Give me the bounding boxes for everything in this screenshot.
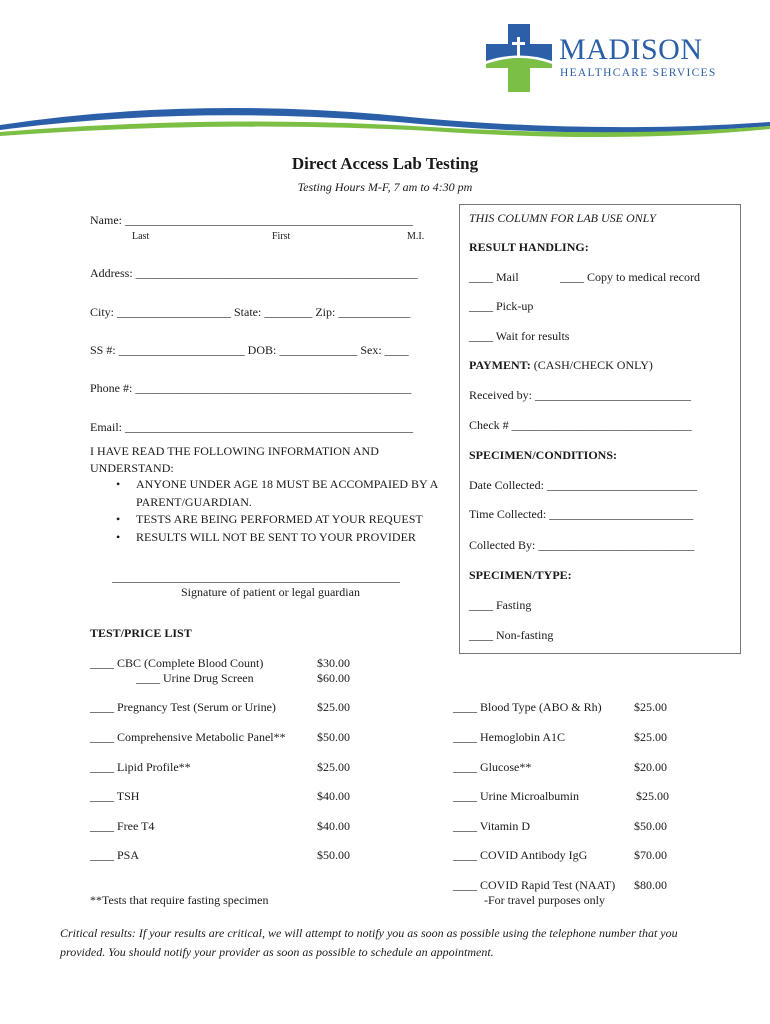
test-item-price: $70.00 <box>634 848 667 862</box>
test-item-price: $25.00 <box>317 700 350 714</box>
fasting-option[interactable]: ____ Fasting <box>469 598 532 612</box>
test-item-name[interactable]: ____ Hemoglobin A1C <box>453 730 566 744</box>
acknowledgement-heading: I HAVE READ THE FOLLOWING INFORMATION AND <box>90 444 379 458</box>
test-item-price: $30.00 <box>317 656 350 670</box>
logo-name: MADISON <box>559 33 703 66</box>
test-item-name[interactable]: ____ COVID Antibody IgG <box>453 848 588 862</box>
lab-use-header: THIS COLUMN FOR LAB USE ONLY <box>469 211 656 225</box>
test-item-name[interactable]: ____ Glucose** <box>453 760 532 774</box>
email-field[interactable]: Email: ________________________________________________ <box>90 420 413 434</box>
ss-dob-sex-field[interactable]: SS #: _____________________ DOB: _____________ Sex: ____ <box>90 343 409 357</box>
test-item-price: $40.00 <box>317 789 350 803</box>
received-by-field[interactable]: Received by: __________________________ <box>469 388 691 402</box>
fasting-footnote: **Tests that require fasting specimen <box>90 893 269 907</box>
company-logo <box>486 24 726 94</box>
test-item-name[interactable]: ____ CBC (Complete Blood Count) <box>90 656 264 670</box>
name-field[interactable]: Name: ________________________________________________ <box>90 213 413 227</box>
name-sublabel-first: First <box>272 231 291 242</box>
collected-by-field[interactable]: Collected By: __________________________ <box>469 538 695 552</box>
price-list-heading: TEST/PRICE LIST <box>90 626 192 640</box>
test-item-price: $25.00 <box>634 700 667 714</box>
signature-field[interactable]: ________________________________________________ <box>112 570 400 584</box>
wait-option[interactable]: ____ Wait for results <box>469 329 570 343</box>
time-collected-field[interactable]: Time Collected: ________________________ <box>469 507 694 521</box>
list-item: • TESTS ARE BEING PERFORMED AT YOUR REQUEST <box>116 511 466 529</box>
test-item-price: $60.00 <box>317 671 350 685</box>
acknowledgement-list <box>116 476 466 546</box>
signature-caption: Signature of patient or legal guardian <box>181 585 360 599</box>
covid-travel-note: -For travel purposes only <box>484 893 605 907</box>
test-item-price: $50.00 <box>634 819 667 833</box>
test-item-price: $25.00 <box>636 789 669 803</box>
phone-field[interactable]: Phone #: ______________________________________________ <box>90 381 412 395</box>
payment-note: (CASH/CHECK ONLY) <box>533 358 653 372</box>
test-item-name[interactable]: ____ Free T4 <box>90 819 155 833</box>
payment-label: PAYMENT: <box>469 358 531 372</box>
payment-heading <box>469 358 653 372</box>
page-title: Direct Access Lab Testing <box>291 154 479 173</box>
check-number-field[interactable]: Check # ______________________________ <box>469 418 692 432</box>
list-item: • RESULTS WILL NOT BE SENT TO YOUR PROVIDER <box>116 529 466 547</box>
address-field[interactable]: Address: _______________________________________________ <box>90 266 418 280</box>
copy-record-option[interactable]: ____ Copy to medical record <box>560 270 700 284</box>
critical-results-note: Critical results: If your results are critical, we will attempt to notify you as soon as possible using the telephone number that you provided. You should notify your provider as soon as possible to schedule an appointment. <box>60 926 678 959</box>
test-item-name[interactable]: ____ PSA <box>90 848 140 862</box>
test-item-name[interactable]: ____ Blood Type (ABO & Rh) <box>453 700 602 714</box>
specimen-conditions-heading: SPECIMEN/CONDITIONS: <box>469 448 618 462</box>
test-item-name[interactable]: ____ Urine Drug Screen <box>136 671 254 685</box>
test-item-name[interactable]: ____ Urine Microalbumin <box>453 789 579 803</box>
test-item-name[interactable]: ____ Comprehensive Metabolic Panel** <box>90 730 286 744</box>
test-item-name[interactable]: ____ Lipid Profile** <box>90 760 191 774</box>
logo-tagline: HEALTHCARE SERVICES <box>560 67 717 79</box>
test-item-name[interactable]: ____ Vitamin D <box>453 819 531 833</box>
name-sublabel-mi: M.I. <box>407 231 425 242</box>
test-item-price: $20.00 <box>634 760 667 774</box>
test-item-price: $25.00 <box>317 760 350 774</box>
test-item-price: $50.00 <box>317 848 350 862</box>
test-item-price: $50.00 <box>317 730 350 744</box>
medical-cross-icon <box>486 24 554 92</box>
testing-hours: Testing Hours M-F, 7 am to 4:30 pm <box>297 180 473 194</box>
mail-option[interactable]: ____ Mail <box>469 270 519 284</box>
pickup-option[interactable]: ____ Pick-up <box>469 299 534 313</box>
test-item-name[interactable]: ____ TSH <box>90 789 140 803</box>
test-item-name[interactable]: ____ COVID Rapid Test (NAAT) <box>453 878 616 892</box>
acknowledgement-heading-cont: UNDERSTAND: <box>90 461 174 475</box>
specimen-type-heading: SPECIMEN/TYPE: <box>469 568 572 582</box>
test-item-price: $80.00 <box>634 878 667 892</box>
result-handling-heading: RESULT HANDLING: <box>469 240 589 254</box>
list-item: • ANYONE UNDER AGE 18 MUST BE ACCOMPAIED BY A PARENT/GUARDIAN. <box>116 476 466 511</box>
test-item-price: $25.00 <box>634 730 667 744</box>
header-swoosh <box>0 100 770 150</box>
test-item-name[interactable]: ____ Pregnancy Test (Serum or Urine) <box>90 700 276 714</box>
non-fasting-option[interactable]: ____ Non-fasting <box>469 628 554 642</box>
city-state-zip-field[interactable]: City: ___________________ State: ________ Zip: ____________ <box>90 305 411 319</box>
date-collected-field[interactable]: Date Collected: _________________________ <box>469 478 697 492</box>
test-item-price: $40.00 <box>317 819 350 833</box>
name-sublabel-last: Last <box>132 231 150 242</box>
